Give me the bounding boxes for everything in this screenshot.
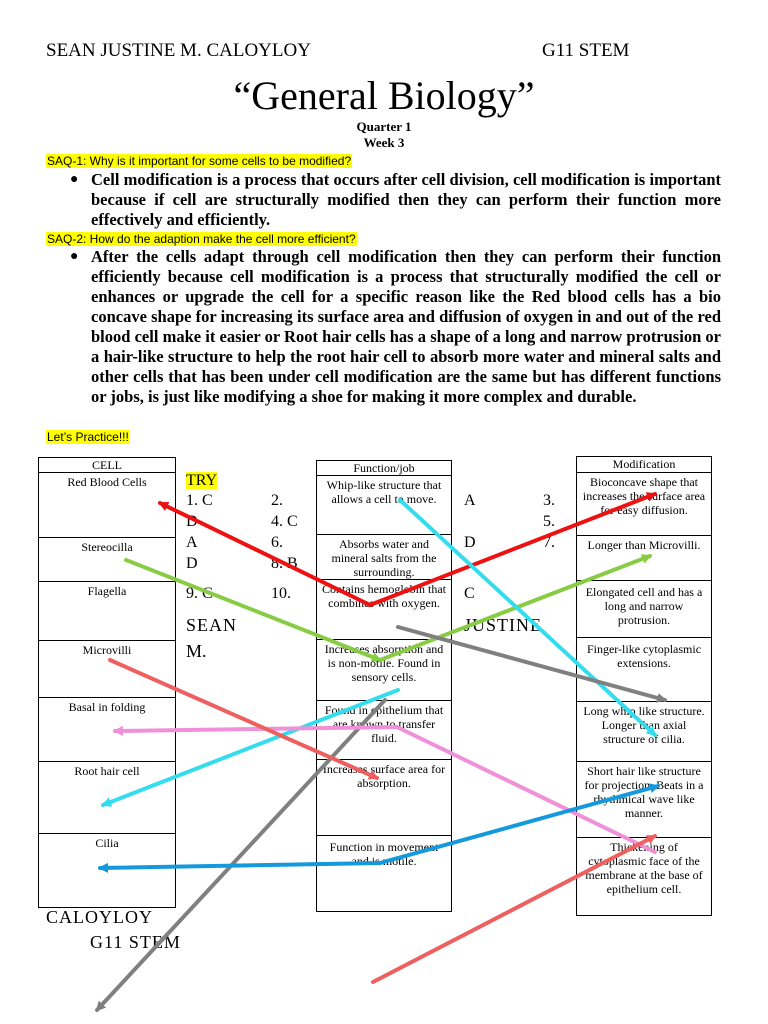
arrow-pink (397, 727, 655, 852)
arrow-gray (97, 700, 385, 1010)
try-col-3: A D C (464, 492, 476, 602)
modification-item: Short hair like structure for projection. Beats in a rhythmical wave like manner. (577, 762, 711, 838)
sig-first-name: SEAN (186, 615, 238, 635)
sig-section: G11 STEM (90, 932, 181, 952)
saq1-answer: Cell modification is a process that occurs after cell division, cell modification is important because if cell are structurally modified then they can perform their function more effectively and efficiently. (91, 170, 721, 229)
cell-table-header: CELL (39, 458, 175, 473)
arrow-cyan (103, 690, 398, 805)
function-item: Whip-like structure that allows a cell to move. (317, 476, 451, 535)
modification-table-header: Modification (577, 457, 711, 473)
function-table-header: Function/job (317, 461, 451, 476)
try-col-4: 3. 5. 7. (543, 492, 555, 551)
sig-surname: CALOYLOY (46, 907, 153, 927)
arrow-salmon (110, 660, 377, 778)
quarter-label: Quarter 1 (356, 119, 412, 134)
modification-item: Elongated cell and has a long and narrow protrusion. (577, 581, 711, 638)
cell-item: Basal in folding (39, 698, 175, 762)
modification-item: Finger-like cytoplasmic extensions. (577, 638, 711, 702)
modification-item: Thickening of cytoplasmic face of the membrane at the base of epithelium cell. (585, 840, 703, 896)
function-item: Function in movement and is motile. (329, 840, 439, 868)
arrow-gray (398, 627, 665, 700)
section-label: G11 STEM (542, 40, 630, 61)
saq2-answer: After the cells adapt through cell modification then they can perform their function efficiently because cell modification is a process that structurally modified the cell or enhances or upgrade the cell for a specific reason like the Red blood cells has a bio concave shape for increasing its surface area and diffusion of oxygen in and out of the red blood cell make it easier or Root hair cells has a shape of a long and narrow protrusion or a hair-like structure to help the root hair cell to absorb more water and mineral salts and other cells that has been under cell modification are the same but has different functions or jobs, is just like modifying a shoe for making it more complex and durable. (91, 247, 721, 406)
sig-second-name: JUSTINE (464, 615, 542, 635)
cell-item: Cilia (95, 836, 119, 850)
week-label: Week 3 (363, 135, 405, 150)
cell-item: Microvilli (39, 641, 175, 698)
function-item: Contains hemoglobin that combines with oxygen. (317, 580, 451, 640)
cell-item: Root hair cell (39, 762, 175, 834)
cell-item: Flagella (39, 582, 175, 641)
function-item: Found in epithelium that are known to transfer fluid. (317, 701, 451, 760)
cell-item: Red Blood Cells (39, 473, 175, 538)
bullet-icon: ● (70, 172, 79, 187)
bullet-icon: ● (70, 249, 79, 264)
try-label: TRY (186, 472, 218, 489)
function-item: Increases surface area for absorption. (317, 760, 451, 836)
try-col-2: 2. 4. C 6. 8. B 10. (271, 492, 298, 602)
arrow-blue (100, 863, 380, 868)
arrow-red (160, 503, 370, 605)
saq1-question: SAQ-1: Why is it important for some cells to be modified? (47, 154, 352, 168)
page-title: “General Biology” (233, 73, 535, 118)
practice-label: Let’s Practice!!! (47, 430, 129, 444)
arrow-salmon (373, 836, 655, 982)
function-item: Increases absorption and is non-motile. Found in sensory cells. (317, 640, 451, 701)
try-col-1: 1. C D A D 9. C (186, 492, 213, 602)
function-item: Absorbs water and mineral salts from the surrounding. (317, 535, 451, 580)
modification-item: Longer than Microvilli. (577, 536, 711, 581)
arrow-blue (380, 786, 658, 863)
arrow-cyan (400, 500, 655, 735)
sig-middle-initial: M. (186, 641, 207, 661)
saq2-question: SAQ-2: How do the adaption make the cell more efficient? (47, 232, 356, 246)
arrow-green (126, 560, 380, 660)
modification-item: Bioconcave shape that increases the surface area for easy diffusion. (577, 473, 711, 536)
modification-item: Long whip like structure. Longer than axial structure of cilia. (577, 702, 711, 762)
cell-item: Stereocilla (39, 538, 175, 582)
student-name: SEAN JUSTINE M. CALOYLOY (46, 40, 311, 61)
